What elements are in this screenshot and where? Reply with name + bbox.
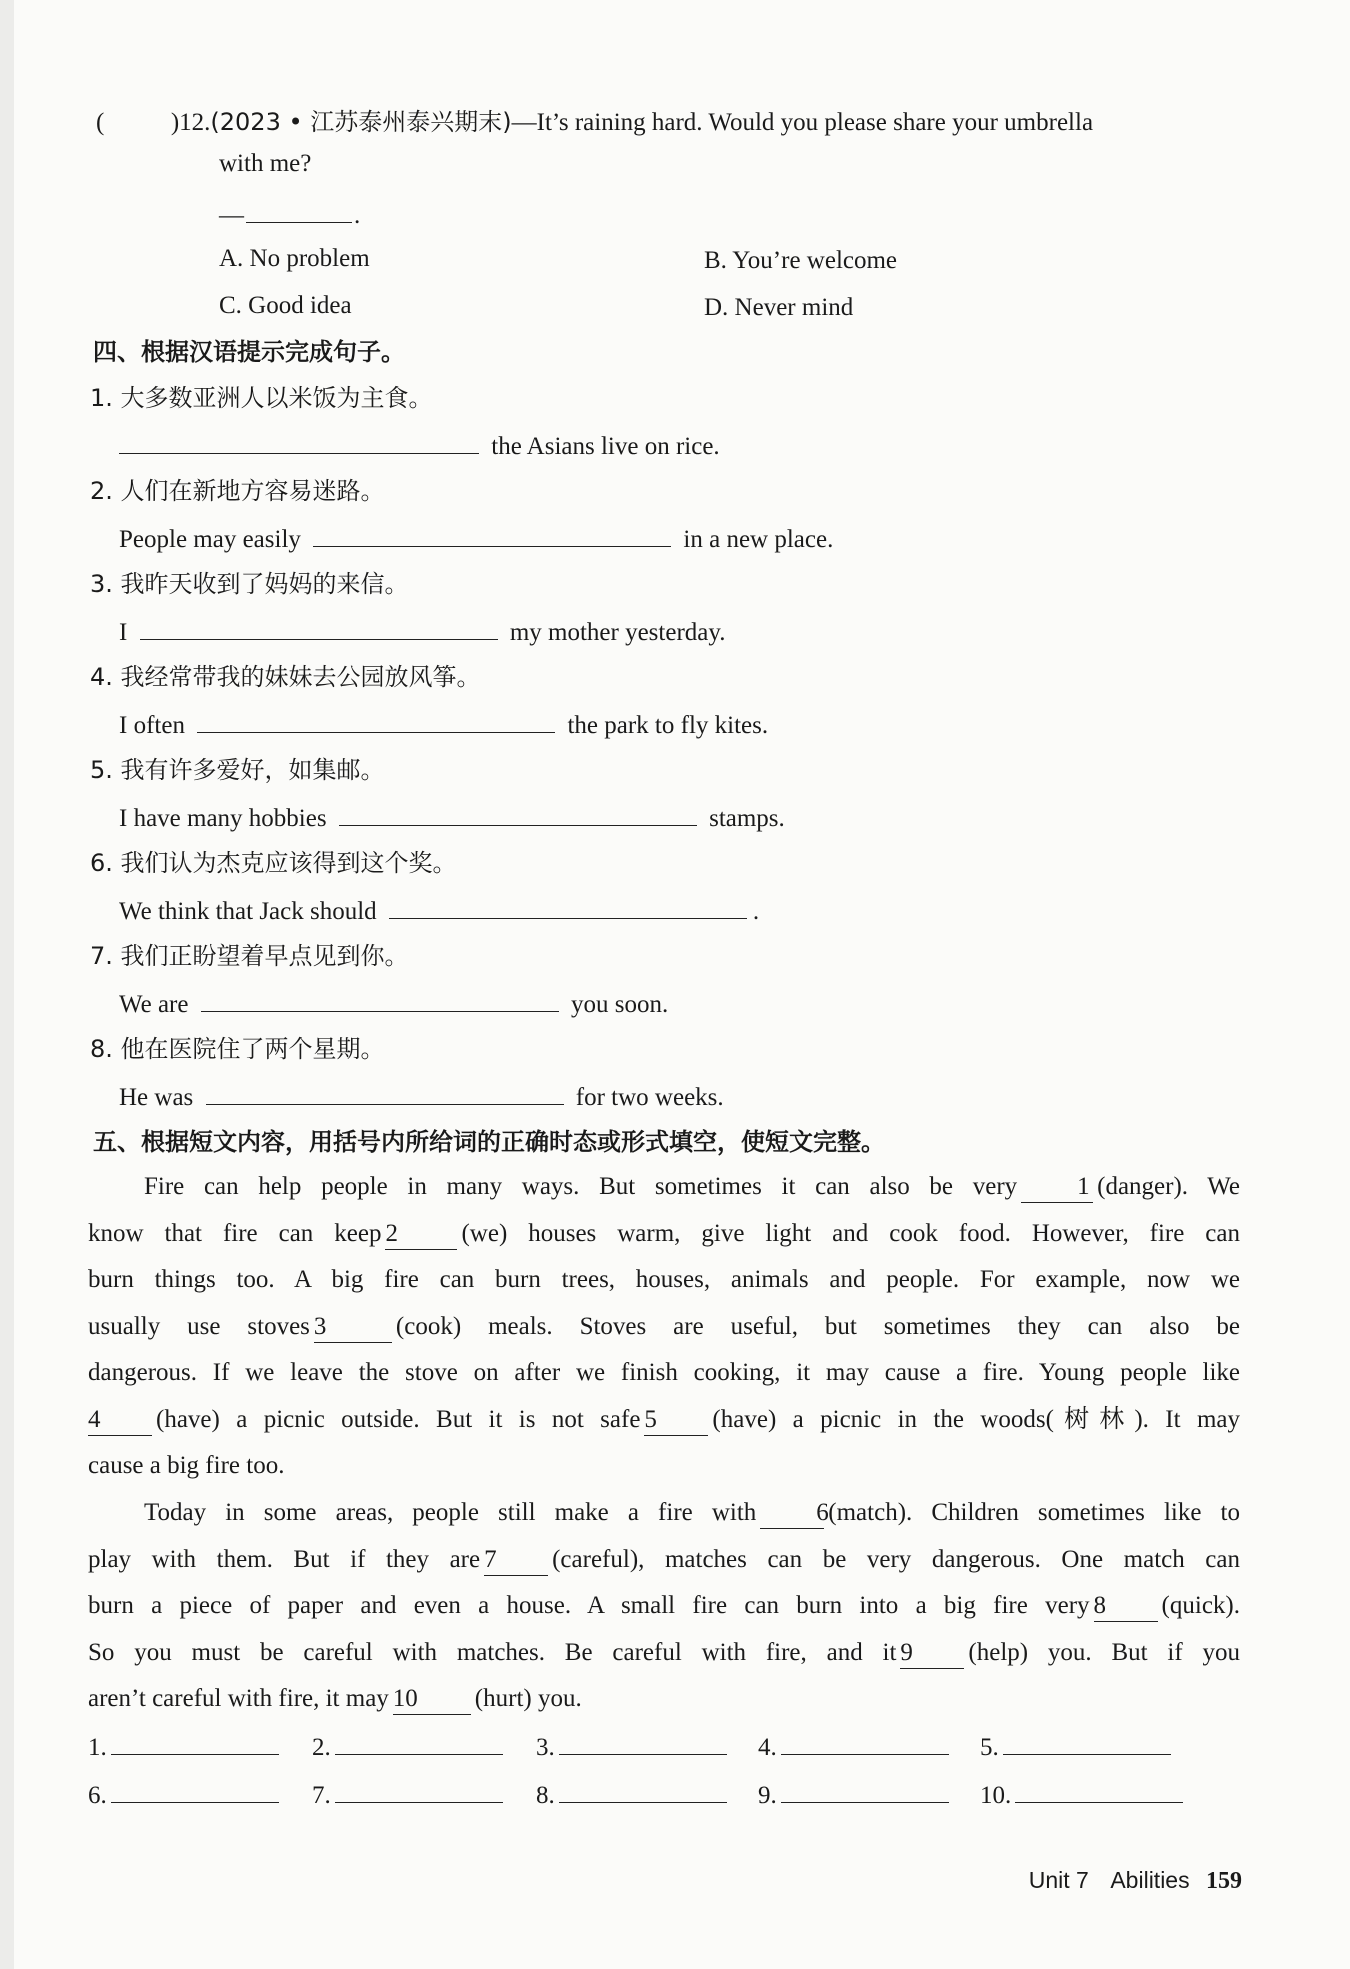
passage-blank-8: 8	[1094, 1591, 1158, 1622]
s4-item5-before: I have many hobbies	[119, 805, 327, 832]
q12-bracket[interactable]	[96, 104, 1093, 141]
footer-title: Abilities	[1110, 1867, 1190, 1893]
s4-item1-after: the Asians live on rice.	[491, 433, 720, 460]
p2-text: (help) you. But if you	[968, 1638, 1240, 1666]
s4-item8-en	[119, 1078, 724, 1116]
q12-bracket-open: (	[96, 109, 105, 136]
s4-item6-cn: 6. 我们认为杰克应该得到这个奖。	[90, 849, 457, 877]
answer-item	[536, 1776, 733, 1814]
s4-item4-after: the park to fly kites.	[567, 712, 769, 739]
s4-item7-after: you soon.	[570, 991, 669, 1018]
footer-unit: Unit 7	[1028, 1867, 1089, 1893]
s4-item3-after: my mother yesterday.	[509, 619, 726, 646]
p2-text: (quick).	[1161, 1592, 1240, 1619]
p2-text: aren’t careful with fire, it may	[88, 1685, 389, 1712]
s4-item6-en	[119, 892, 759, 930]
answer-number: 5.	[980, 1734, 999, 1761]
p1-text: (have) a picnic in the woods(树林). It may	[712, 1405, 1240, 1433]
answer-number: 1.	[88, 1734, 107, 1761]
s4-item5-en	[119, 799, 785, 837]
answer-number: 6.	[88, 1782, 107, 1809]
p1-text: burn things too. A big fire can burn trees, houses, animals and people. For example, now we	[88, 1266, 1240, 1293]
q12-reply: — .	[219, 196, 360, 234]
p1-text: usually use stoves	[88, 1312, 310, 1340]
passage-blank-7: 7	[484, 1545, 548, 1576]
answer-item	[312, 1728, 509, 1766]
p1-text: cause a big fire too.	[88, 1452, 285, 1479]
answer-item	[980, 1776, 1189, 1814]
answer-blank[interactable]	[335, 1728, 503, 1755]
q12-source: (2023 • 江苏泰州泰兴期末)	[210, 108, 512, 136]
passage-paragraph-2	[88, 1490, 1240, 1723]
s4-item5-after: stamps.	[709, 805, 785, 832]
s4-item1-blank[interactable]	[119, 427, 479, 454]
answer-blank[interactable]	[781, 1728, 949, 1755]
s4-item1-en	[119, 427, 720, 465]
s4-item8-blank[interactable]	[206, 1078, 564, 1105]
s4-item7-before: We are	[119, 991, 189, 1018]
answer-number: 4.	[758, 1734, 777, 1761]
q12-bracket-close: )	[170, 109, 180, 136]
q12-reply-dash: —	[219, 202, 244, 229]
s4-item5-cn: 5. 我有许多爱好，如集邮。	[90, 756, 385, 784]
s4-item6-blank[interactable]	[389, 892, 747, 919]
s4-item4-blank[interactable]	[197, 706, 555, 733]
section5-title: 五、根据短文内容，用括号内所给词的正确时态或形式填空，使短文完整。	[93, 1128, 885, 1156]
p1-text: Fire can help people in many ways. But sometimes it can also be very	[144, 1173, 1018, 1200]
s4-item3-before: I	[119, 619, 128, 646]
passage-blank-10: 10	[393, 1684, 471, 1715]
q12-option-b[interactable]: B. You’re welcome	[704, 247, 898, 274]
passage-blank-4: 4	[88, 1405, 152, 1436]
answer-item	[312, 1776, 509, 1814]
s4-item3-cn: 3. 我昨天收到了妈妈的来信。	[90, 570, 409, 598]
passage-paragraph-1	[88, 1164, 1240, 1490]
answer-number: 8.	[536, 1782, 555, 1809]
q12-option-a[interactable]: A. No problem	[219, 245, 370, 272]
p2-text: So you must be careful with matches. Be careful with fire, and it	[88, 1638, 897, 1666]
s4-item6-before: We think that Jack should	[119, 898, 377, 925]
s4-item1-cn: 1. 大多数亚洲人以米饭为主食。	[90, 384, 433, 412]
passage-blank-2: 2	[385, 1219, 457, 1250]
s4-item4-before: I often	[119, 712, 185, 739]
p2-text: (careful), matches can be very dangerous. One match can	[552, 1545, 1240, 1573]
s4-item7-blank[interactable]	[201, 985, 559, 1012]
s4-item7-en	[119, 985, 668, 1023]
passage-blank-5: 5	[644, 1405, 708, 1436]
p2-text: (hurt) you.	[474, 1685, 582, 1712]
s4-item2-after: in a new place.	[683, 526, 834, 553]
answer-item	[88, 1728, 285, 1766]
s4-item6-after: .	[752, 898, 760, 925]
p2-text: Today in some areas, people still make a fire with	[144, 1499, 757, 1526]
q12-reply-blank[interactable]	[246, 196, 352, 223]
p1-text: know that fire can keep	[88, 1219, 382, 1247]
s4-item8-before: He was	[119, 1084, 194, 1111]
s4-item8-cn: 8. 他在医院住了两个星期。	[90, 1035, 385, 1063]
q12-stem-line2: with me?	[219, 150, 312, 177]
answer-blank[interactable]	[111, 1728, 279, 1755]
p1-text: (danger). We	[1097, 1173, 1240, 1200]
p1-text: (we) houses warm, give light and cook food. However, fire can	[461, 1219, 1241, 1247]
s4-item2-cn: 2. 人们在新地方容易迷路。	[90, 477, 385, 505]
passage-blank-9: 9	[900, 1638, 964, 1669]
p1-text: dangerous. If we leave the stove on after we finish cooking, it may cause a fire. Young people like	[88, 1359, 1240, 1386]
q12-stem: —It’s raining hard. Would you please share your umbrella	[511, 109, 1094, 136]
answer-item	[758, 1728, 955, 1766]
answer-blank[interactable]	[111, 1776, 279, 1803]
answer-blank[interactable]	[335, 1776, 503, 1803]
answer-blank[interactable]	[1003, 1728, 1171, 1755]
s4-item8-after: for two weeks.	[575, 1084, 724, 1111]
answer-item	[758, 1776, 955, 1814]
s4-item2-blank[interactable]	[313, 520, 671, 547]
s4-item4-cn: 4. 我经常带我的妹妹去公园放风筝。	[90, 663, 481, 691]
page-number: 159	[1206, 1868, 1242, 1894]
answer-number: 10.	[980, 1782, 1012, 1809]
s4-item5-blank[interactable]	[339, 799, 697, 826]
answer-item	[980, 1728, 1177, 1766]
passage-blank-3: 3	[314, 1312, 392, 1343]
section4-title: 四、根据汉语提示完成句子。	[93, 338, 405, 366]
p2-text: play with them. But if they are	[88, 1545, 481, 1573]
page-footer	[1029, 1862, 1242, 1899]
answer-number: 9.	[758, 1782, 777, 1809]
passage-blank-1: 1	[1021, 1172, 1093, 1203]
s4-item7-cn: 7. 我们正盼望着早点见到你。	[90, 942, 409, 970]
answer-blank[interactable]	[559, 1776, 727, 1803]
q12-option-d[interactable]: D. Never mind	[704, 294, 854, 321]
q12-option-c[interactable]: C. Good idea	[219, 292, 352, 319]
s4-item2-en	[119, 520, 833, 558]
answer-blank[interactable]	[559, 1728, 727, 1755]
p2-text: (match). Children sometimes like to	[828, 1499, 1240, 1526]
p1-text: (cook) meals. Stoves are useful, but sometimes they can also be	[395, 1312, 1240, 1340]
answer-blank[interactable]	[1015, 1776, 1183, 1803]
s4-item2-before: People may easily	[119, 526, 301, 553]
answer-item	[88, 1776, 285, 1814]
answer-blank[interactable]	[781, 1776, 949, 1803]
answer-number: 2.	[312, 1734, 331, 1761]
s4-item4-en	[119, 706, 768, 744]
answer-number: 3.	[536, 1734, 555, 1761]
answer-number: 7.	[312, 1782, 331, 1809]
passage-blank-6: 6	[760, 1498, 824, 1529]
p1-text: (have) a picnic outside. But it is not safe	[156, 1405, 641, 1433]
s4-item3-blank[interactable]	[140, 613, 498, 640]
p2-text: burn a piece of paper and even a house. A small fire can burn into a big fire very	[88, 1592, 1090, 1619]
s4-item3-en	[119, 613, 726, 651]
q12-number: 12.	[179, 109, 211, 136]
answer-item	[536, 1728, 733, 1766]
